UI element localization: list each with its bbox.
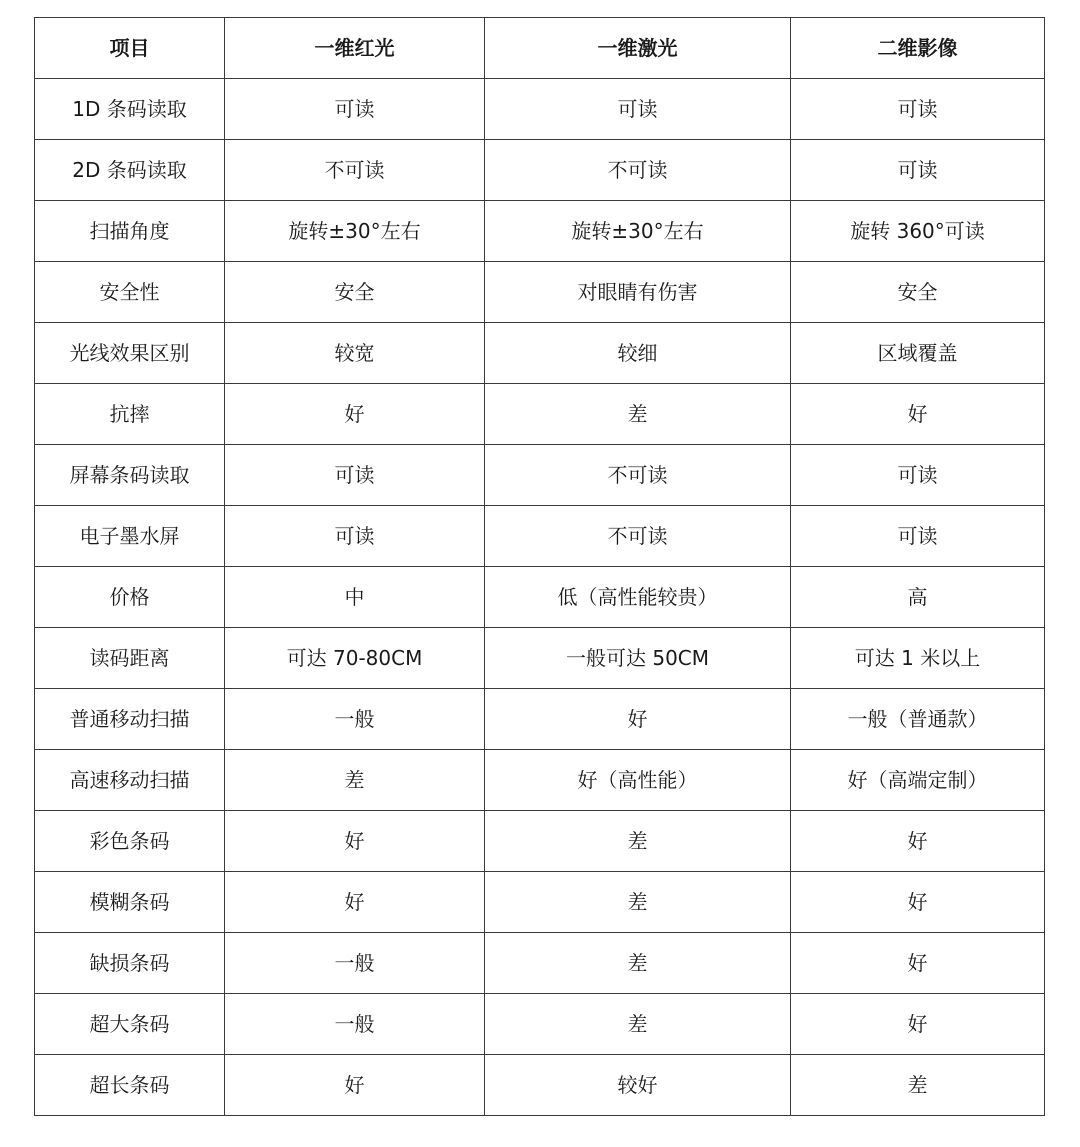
red-light-cell: 旋转±30°左右: [225, 201, 485, 262]
table-row: [35, 140, 1045, 201]
laser-cell: 不可读: [485, 506, 791, 567]
imaging-cell: 好: [791, 811, 1045, 872]
row-label-cell: 普通移动扫描: [35, 689, 225, 750]
table-row: [35, 506, 1045, 567]
table-row: [35, 567, 1045, 628]
row-label-cell: 1D 条码读取: [35, 79, 225, 140]
header-row: [35, 18, 1045, 79]
imaging-cell: 可读: [791, 445, 1045, 506]
imaging-cell: 好: [791, 384, 1045, 445]
laser-cell: 差: [485, 933, 791, 994]
table-row: [35, 201, 1045, 262]
laser-cell: 对眼睛有伤害: [485, 262, 791, 323]
table-row: [35, 628, 1045, 689]
red-light-cell: 一般: [225, 689, 485, 750]
header-1d-laser: 一维激光: [485, 18, 791, 79]
row-label-cell: 扫描角度: [35, 201, 225, 262]
imaging-cell: 好: [791, 994, 1045, 1055]
table-row: [35, 323, 1045, 384]
header-1d-red-light: 一维红光: [225, 18, 485, 79]
imaging-cell: 可读: [791, 79, 1045, 140]
laser-cell: 低（高性能较贵）: [485, 567, 791, 628]
row-label-cell: 超大条码: [35, 994, 225, 1055]
red-light-cell: 差: [225, 750, 485, 811]
table-row: [35, 994, 1045, 1055]
laser-cell: 好（高性能）: [485, 750, 791, 811]
row-label-cell: 读码距离: [35, 628, 225, 689]
table-row: [35, 750, 1045, 811]
laser-cell: 差: [485, 811, 791, 872]
comparison-table-container: [34, 17, 1044, 1116]
row-label-cell: 抗摔: [35, 384, 225, 445]
table-header: [35, 18, 1045, 79]
red-light-cell: 好: [225, 1055, 485, 1116]
imaging-cell: 好（高端定制）: [791, 750, 1045, 811]
red-light-cell: 好: [225, 811, 485, 872]
table-row: [35, 689, 1045, 750]
imaging-cell: 高: [791, 567, 1045, 628]
laser-cell: 差: [485, 994, 791, 1055]
red-light-cell: 一般: [225, 933, 485, 994]
red-light-cell: 可读: [225, 79, 485, 140]
row-label-cell: 屏幕条码读取: [35, 445, 225, 506]
laser-cell: 好: [485, 689, 791, 750]
laser-cell: 不可读: [485, 140, 791, 201]
red-light-cell: 不可读: [225, 140, 485, 201]
imaging-cell: 好: [791, 933, 1045, 994]
red-light-cell: 可读: [225, 506, 485, 567]
table-row: [35, 262, 1045, 323]
table-row: [35, 933, 1045, 994]
imaging-cell: 一般（普通款）: [791, 689, 1045, 750]
red-light-cell: 中: [225, 567, 485, 628]
laser-cell: 差: [485, 384, 791, 445]
red-light-cell: 可达 70-80CM: [225, 628, 485, 689]
row-label-cell: 价格: [35, 567, 225, 628]
imaging-cell: 差: [791, 1055, 1045, 1116]
red-light-cell: 安全: [225, 262, 485, 323]
laser-cell: 一般可达 50CM: [485, 628, 791, 689]
row-label-cell: 模糊条码: [35, 872, 225, 933]
imaging-cell: 安全: [791, 262, 1045, 323]
laser-cell: 可读: [485, 79, 791, 140]
table-row: [35, 445, 1045, 506]
table-body: [35, 79, 1045, 1116]
red-light-cell: 好: [225, 384, 485, 445]
row-label-cell: 缺损条码: [35, 933, 225, 994]
row-label-cell: 超长条码: [35, 1055, 225, 1116]
row-label-cell: 2D 条码读取: [35, 140, 225, 201]
scanner-comparison-table: [34, 17, 1045, 1116]
red-light-cell: 可读: [225, 445, 485, 506]
laser-cell: 较细: [485, 323, 791, 384]
table-row: [35, 384, 1045, 445]
imaging-cell: 旋转 360°可读: [791, 201, 1045, 262]
header-item: 项目: [35, 18, 225, 79]
row-label-cell: 光线效果区别: [35, 323, 225, 384]
red-light-cell: 较宽: [225, 323, 485, 384]
imaging-cell: 区域覆盖: [791, 323, 1045, 384]
red-light-cell: 一般: [225, 994, 485, 1055]
red-light-cell: 好: [225, 872, 485, 933]
imaging-cell: 好: [791, 872, 1045, 933]
laser-cell: 旋转±30°左右: [485, 201, 791, 262]
laser-cell: 不可读: [485, 445, 791, 506]
table-row: [35, 811, 1045, 872]
row-label-cell: 高速移动扫描: [35, 750, 225, 811]
imaging-cell: 可读: [791, 140, 1045, 201]
laser-cell: 较好: [485, 1055, 791, 1116]
row-label-cell: 电子墨水屏: [35, 506, 225, 567]
header-2d-imaging: 二维影像: [791, 18, 1045, 79]
row-label-cell: 彩色条码: [35, 811, 225, 872]
imaging-cell: 可读: [791, 506, 1045, 567]
table-row: [35, 872, 1045, 933]
row-label-cell: 安全性: [35, 262, 225, 323]
table-row: [35, 1055, 1045, 1116]
laser-cell: 差: [485, 872, 791, 933]
imaging-cell: 可达 1 米以上: [791, 628, 1045, 689]
table-row: [35, 79, 1045, 140]
